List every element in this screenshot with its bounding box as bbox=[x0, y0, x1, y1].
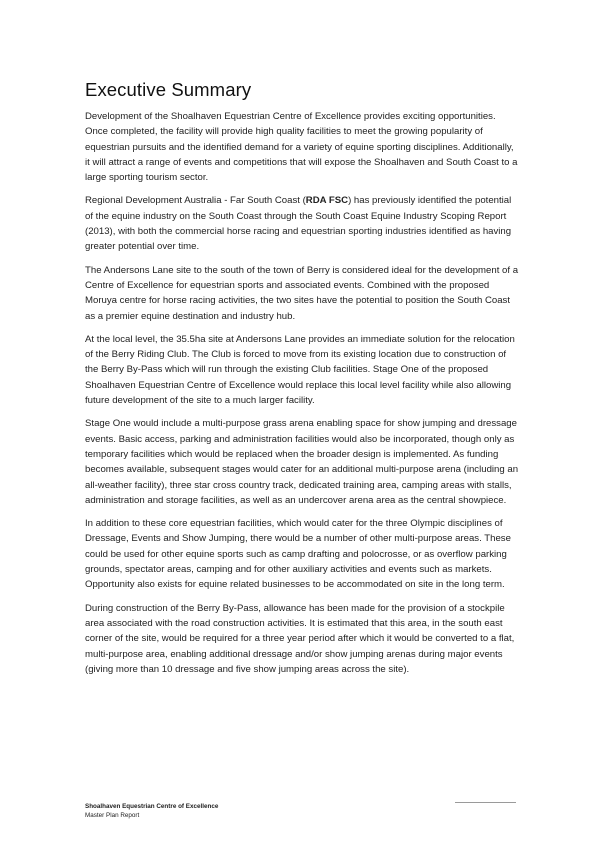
page-title: Executive Summary bbox=[85, 79, 252, 100]
paragraph-2-end: ) has previously identified the potential of the equine industry on the South Coast through the South Coast Equine Industry Scoping Report (2013), with both the commercial horse racing and equestrian sporting industries identified as having greater potential over time. bbox=[85, 195, 512, 253]
footer-divider bbox=[455, 802, 516, 803]
footer-report-name: Master Plan Report bbox=[85, 811, 140, 819]
paragraph-6: In addition to these core equestrian facilities, which would cater for the three Olympic disciplines of Dressage, Events and Show Jumping, there would be a number of other multi-purpose areas. These could be used for other equine sports such as camp drafting and polocrosse, or as overflow parking grounds, spectator areas, camping and for other auxiliary activities and events such as markets. Opportunity also exists for equine related businesses to be accommodated on site in the long term. bbox=[85, 518, 511, 591]
paragraph-1: Development of the Shoalhaven Equestrian Centre of Excellence provides exciting opportunities. Once completed, the facility will provide high quality facilities to meet the growing popularity of equestrian pursuits and the identified demand for a variety of equine sporting disciplines. Additionally, it will attract a range of events and competitions that will expose the Shoalhaven and South Coast to a large sporting tourism sector. bbox=[85, 111, 518, 184]
paragraph-5: Stage One would include a multi-purpose grass arena enabling space for show jumping and dressage events. Basic access, parking and administration facilities would also be incorporated, though only as temporary facilities which would be replaced when the broader design is implemented. As funding becomes available, subsequent stages would cater for an additional multi-purpose arena (including an all-weather facility), three star cross country track, dedicated training area, camping areas with stalls, administration and storage facilities, as well as an undercover arena area as the central showpiece. bbox=[85, 418, 519, 506]
paragraph-2 bbox=[85, 193, 521, 254]
paragraph-4: At the local level, the 35.5ha site at Andersons Lane provides an immediate solution for the relocation of the Berry Riding Club. The Club is forced to move from its existing location due to construction of the Berry By-Pass which will run through the existing Club facilities. Stage One of the proposed Shoalhaven Equestrian Centre of Excellence would replace this local level facility while also allowing future development of the site to a much larger facility. bbox=[85, 333, 515, 407]
page-footer bbox=[85, 803, 218, 820]
rda-fsc-abbreviation: RDA FSC bbox=[305, 195, 349, 207]
paragraph-7: During construction of the Berry By-Pass, allowance has been made for the provision of a stockpile area associated with the road construction activities. It is estimated that this area, in the south east corner of the site, would be required for a three year period after which it would be converted to a flat, multi-purpose area, enabling additional dressage and/or show jumping arenas during major events (giving more than 10 dressage and five show jumping areas across the site). bbox=[85, 602, 515, 675]
paragraph-3: The Andersons Lane site to the south of the town of Berry is considered ideal for the development of a Centre of Excellence for equestrian sports and associated events. Combined with the proposed Moruya centre for horse racing activities, the two sites have the potential to position the South Coast as a premier equine destination and industry hub. bbox=[85, 264, 519, 322]
summary-body bbox=[85, 109, 521, 685]
paragraph-2-start: Regional Development Australia - Far South Coast ( bbox=[85, 195, 306, 207]
footer-organisation: Shoalhaven Equestrian Centre of Excellence bbox=[85, 803, 219, 810]
